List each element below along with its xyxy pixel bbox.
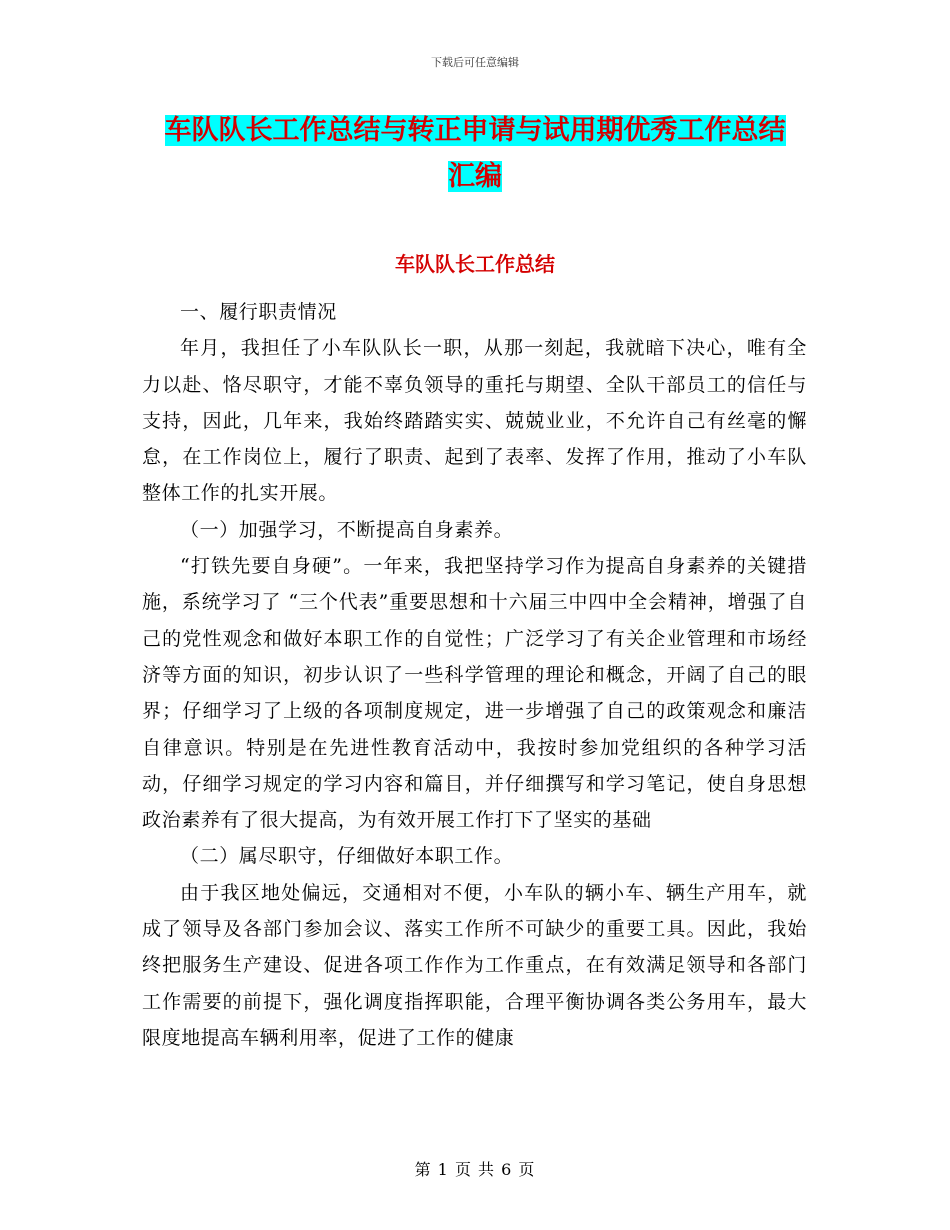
body-text — [142, 294, 807, 1056]
page-number-footer: 第 1 页 共 6 页 — [414, 1160, 536, 1179]
paragraph: 年月，我担任了小车队队长一职，从那一刻起，我就暗下决心，唯有全力以赴、恪尽职守，才能不辜负领导的重托与期望、全队干部员工的信任与支持，因此，几年来，我始终踏踏实实、兢兢业业，不允许自己有丝毫的懈怠，在工作岗位上，履行了职责、起到了表率、发挥了作用，推动了小车队整体工作的扎实开展。 — [142, 337, 807, 505]
paragraph: “打铁先要自身硬”。一年来，我把坚持学习作为提高自身素养的关键措施，系统学习了 “三个代表”重要思想和十六届三中四中全会精神，增强了自己的党性观念和做好本职工作的自觉性；广泛学习了有关企业管理和市场经济等方面的知识，初步认识了一些科学管理的理论和概念，开阔了自己的眼界；仔细学习了上级的各项制度规定，进一步增强了自己的政策观念和廉洁自律意识。特别是在先进性教育活动中，我按时参加党组织的各种学习活动，仔细学习规定的学习内容和篇目，并仔细撰写和学习笔记，使自身思想政治素养有了很大提高，为有效开展工作打下了坚实的基础 — [142, 555, 807, 832]
paragraph-subheading-2: （二）属尽职守，仔细做好本职工作。 — [180, 845, 514, 868]
document-title-line-1: 车队队长工作总结与转正申请与试用期优秀工作总结 — [164, 115, 786, 146]
document-title — [140, 108, 810, 200]
header-note: 下载后可任意编辑 — [431, 56, 519, 69]
document-title-line-2: 汇编 — [448, 161, 502, 192]
paragraph: 由于我区地处偏远，交通相对不便，小车队的辆小车、辆生产用车，就成了领导及各部门参加会议、落实工作所不可缺少的重要工具。因此，我始终把服务生产建设、促进各项工作作为工作重点，在有效满足领导和各部门工作需要的前提下，强化调度指挥职能，合理平衡协调各类公务用车，最大限度地提高车辆利用率，促进了工作的健康 — [142, 881, 807, 1049]
paragraph-subheading-1: （一）加强学习，不断提高自身素养。 — [180, 518, 514, 541]
section-title: 车队队长工作总结 — [395, 252, 555, 276]
paragraph-heading-1: 一、履行职责情况 — [180, 301, 337, 323]
